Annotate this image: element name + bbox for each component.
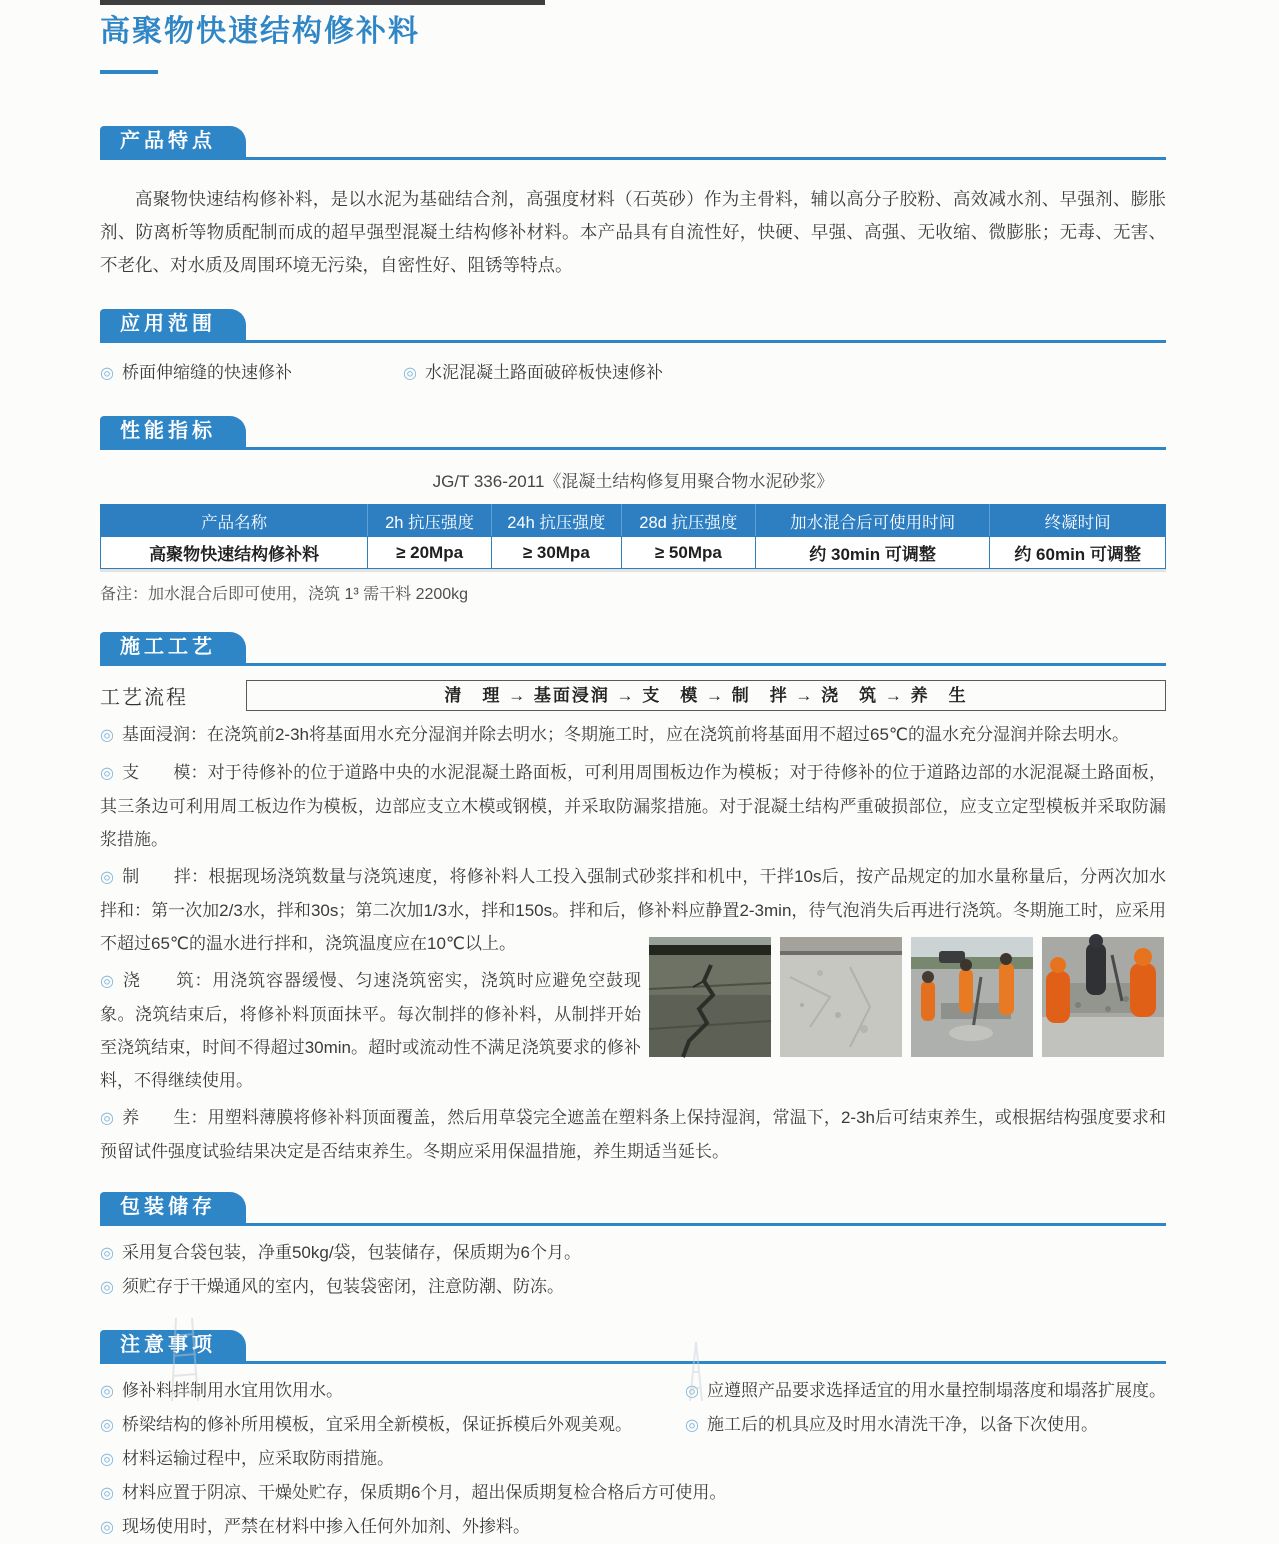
list-item-text: 材料应置于阴凉、干燥处贮存，保质期6个月，超出保质期复检合格后方可使用。 (121, 1483, 727, 1502)
ring-bullet-icon: ◎ (685, 1417, 699, 1434)
section-notes (100, 1330, 1166, 1544)
section-tab-notes: 注意事项 (100, 1330, 246, 1361)
ring-bullet-icon: ◎ (100, 1383, 114, 1400)
list-item (685, 1374, 1166, 1408)
list-item (100, 1442, 1166, 1476)
step-pouring (100, 964, 641, 1097)
section-tab-features: 产品特点 (100, 126, 246, 157)
section-header-packaging (100, 1192, 1166, 1226)
ring-bullet-icon: ◎ (100, 727, 114, 744)
table-cell: 约 30min 可调整 (755, 537, 989, 569)
notes-list (100, 1374, 1166, 1544)
table-header-cell: 加水混合后可使用时间 (755, 505, 989, 537)
flow-box: 清 理 → 基面浸润 → 支 模 → 制 拌 → 浇 筑 → 养 生 (246, 680, 1166, 711)
ring-bullet-icon: ◎ (100, 1417, 114, 1434)
table-cell: ≥ 30Mpa (491, 537, 621, 569)
step-formwork (100, 756, 1166, 856)
section-header-performance (100, 416, 1166, 450)
construction-steps (100, 718, 1166, 1168)
list-item-text: 采用复合袋包装，净重50kg/袋，包装储存，保质期为6个月。 (121, 1243, 582, 1262)
list-item (100, 1510, 1166, 1544)
ring-bullet-icon: ◎ (100, 1245, 114, 1262)
ring-bullet-icon: ◎ (100, 869, 115, 886)
section-header-construction (100, 632, 1166, 666)
packaging-list (100, 1236, 1166, 1304)
section-construction (100, 632, 1166, 1168)
list-item-text: 须贮存于干燥通风的室内，包装袋密闭，注意防潮、防冻。 (121, 1277, 564, 1296)
ring-bullet-icon: ◎ (685, 1383, 699, 1400)
list-item (685, 1408, 1166, 1442)
section-header-application (100, 309, 1166, 343)
ring-bullet-icon: ◎ (403, 365, 417, 382)
title-underline (100, 70, 158, 74)
performance-table (100, 504, 1166, 569)
ring-bullet-icon: ◎ (100, 365, 114, 382)
section-features (100, 126, 1166, 282)
ring-bullet-icon: ◎ (100, 1110, 115, 1127)
list-item-text: 桥面伸缩缝的快速修补 (121, 363, 292, 382)
section-tab-application: 应用范围 (100, 309, 246, 340)
ring-bullet-icon: ◎ (100, 973, 115, 990)
table-cell: 高聚物快速结构修补料 (101, 537, 368, 569)
list-item-text: 应遵照产品要求选择适宜的用水量控制塌落度和塌落扩展度。 (706, 1381, 1166, 1400)
table-cell: ≥ 50Mpa (621, 537, 755, 569)
table-header-cell: 终凝时间 (990, 505, 1166, 537)
table-cell: ≥ 20Mpa (368, 537, 492, 569)
section-application (100, 309, 1166, 390)
list-item (403, 356, 663, 390)
page-title: 高聚物快速结构修补料 (100, 15, 420, 48)
table-header-cell: 2h 抗压强度 (368, 505, 492, 537)
photo-pavement-crack (649, 937, 771, 1057)
features-paragraph: 高聚物快速结构修补料，是以水泥为基础结合剂，高强度材料（石英砂）作为主骨料，辅以高分子胶粉、高效减水剂、早强剂、膨胀剂、防离析等物质配制而成的超早强型混凝土结构修补材料。本产品具有自流性好，快硬、早强、高强、无收缩、微膨胀；无毒、无害、不老化、对水质及周围环境无污染，自密性好、阻锈等特点。 (100, 189, 1166, 275)
list-item-text: 水泥混凝土路面破碎板快速修补 (424, 363, 663, 382)
step-wetting (100, 718, 1166, 752)
list-item (100, 1236, 1166, 1270)
list-item-text: 材料运输过程中，应采取防雨措施。 (121, 1449, 394, 1468)
section-performance (100, 416, 1166, 604)
list-item (100, 1408, 685, 1442)
list-item (100, 1476, 1166, 1510)
table-cell: 约 60min 可调整 (990, 537, 1166, 569)
section-tab-performance: 性能指标 (100, 416, 246, 447)
ring-bullet-icon: ◎ (100, 1451, 114, 1468)
step-text: 基面浸润：在浇筑前2-3h将基面用水充分湿润并除去明水；冬期施工时，应在浇筑前将基面用不超过65℃的温水充分湿润并除去明水。 (121, 725, 1129, 744)
ring-bullet-icon: ◎ (100, 1279, 114, 1296)
list-item-text: 修补料拌制用水宜用饮用水。 (121, 1381, 343, 1400)
ring-bullet-icon: ◎ (100, 1485, 114, 1502)
application-list (100, 356, 1166, 390)
table-header-cell: 24h 抗压强度 (491, 505, 621, 537)
photo-patch-pouring (1042, 937, 1164, 1057)
list-item (100, 1270, 1166, 1304)
standard-caption: JG/T 336-2011《混凝土结构修复用聚合物水泥砂浆》 (432, 472, 834, 491)
photo-broken-slab (780, 937, 902, 1057)
table-header-cell: 28d 抗压强度 (621, 505, 755, 537)
list-item-text: 施工后的机具应及时用水清洗干净，以备下次使用。 (706, 1415, 1098, 1434)
ring-bullet-icon: ◎ (100, 1519, 114, 1536)
table-row (101, 537, 1166, 569)
top-crop-artifact (100, 0, 545, 5)
step-text: 浇 筑：用浇筑容器缓慢、匀速浇筑密实，浇筑时应避免空鼓现象。浇筑结束后，将修补料顶面抹平。每次制拌的修补料，从制拌开始至浇筑结束，时间不得超过30min。超时或流动性不满足浇筑要求的修补料，不得继续使用。 (100, 971, 641, 1090)
photo-road-repair-crew (911, 937, 1033, 1057)
section-tab-construction: 施工工艺 (100, 632, 246, 663)
watermark-spire-sketch (678, 1342, 714, 1406)
flow-label: 工艺流程 (100, 687, 188, 709)
step-text: 制 拌：根据现场浇筑数量与浇筑速度，将修补料人工投入强制式砂浆拌和机中，干拌10s后，按产品规定的加水量称量后，分两次加水拌和：第一次加2/3水，拌和30s；第二次加1/3水，拌和150s。拌和后，修补料应静置2-3min，待气泡消失后再进行浇筑。冬期施工时，应采用不超过65℃的温水进行拌和，浇筑温度应在10℃以上。 (100, 867, 1166, 953)
list-item-text: 现场使用时，严禁在材料中掺入任何外加剂、外掺料。 (121, 1517, 530, 1536)
ring-bullet-icon: ◎ (100, 765, 115, 782)
step-text: 支 模：对于待修补的位于道路中央的水泥混凝土路面板，可利用周围板边作为模板；对于待修补的位于道路边部的水泥混凝土路面板，其三条边可利用周工板边作为模板，边部应支立木模或钢模，并采取防漏浆措施。对于混凝土结构严重破损部位，应支立定型模板并采取防漏浆措施。 (100, 763, 1166, 849)
table-note: 备注：加水混合后即可使用，浇筑 1³ 需干料 2200kg (100, 586, 469, 603)
section-packaging (100, 1192, 1166, 1304)
table-header-cell: 产品名称 (101, 505, 368, 537)
table-header-row (101, 505, 1166, 537)
section-tab-packaging: 包装储存 (100, 1192, 246, 1223)
list-item-text: 桥梁结构的修补所用模板，宜采用全新模板，保证拆模后外观美观。 (121, 1415, 632, 1434)
process-flow-row (100, 680, 1166, 711)
section-header-notes (100, 1330, 1166, 1364)
section-header-features (100, 126, 1166, 160)
construction-photo-strip (649, 937, 1164, 1057)
list-item (100, 356, 403, 390)
watermark-bridge-sketch (158, 1318, 228, 1406)
step-curing (100, 1101, 1166, 1168)
step-text: 养 生：用塑料薄膜将修补料顶面覆盖，然后用草袋完全遮盖在塑料条上保持湿润，常温下，2-3h后可结束养生，或根据结构强度要求和预留试件强度试验结果决定是否结束养生。冬期应采用保温措施，养生期适当延长。 (100, 1108, 1166, 1161)
